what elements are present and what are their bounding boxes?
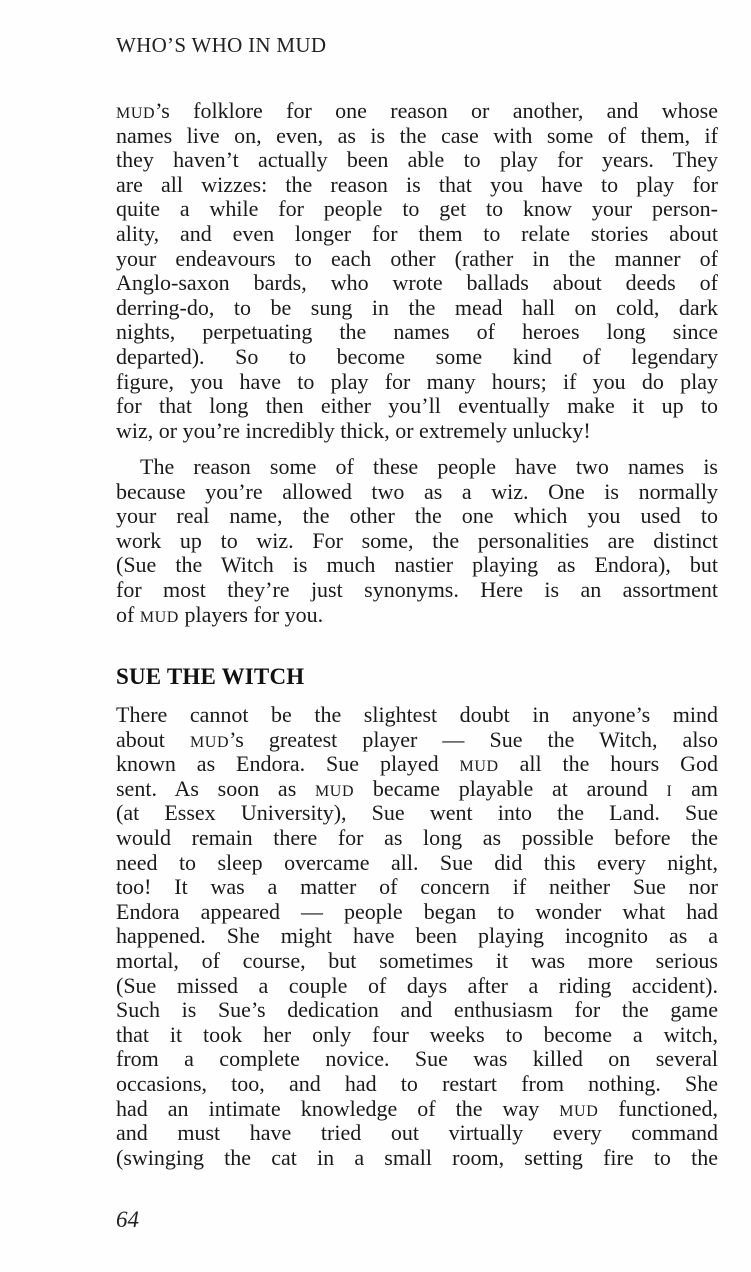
text-run: Such is Sue’s dedication and enthusiasm for the game <box>116 997 718 1023</box>
text-run: (Sue missed a couple of days after a riding accident). <box>116 972 718 998</box>
text-line <box>116 1023 718 1048</box>
text-run: departed). So to become some kind of legendary <box>116 343 718 369</box>
text-run: about <box>116 726 190 752</box>
text-run: from a complete novice. Sue was killed on several <box>116 1046 718 1072</box>
text-line <box>116 504 718 529</box>
text-run: that it took her only four weeks to become a witch, <box>116 1021 718 1047</box>
text-run: of <box>116 601 140 627</box>
text-line <box>116 480 718 505</box>
text-line <box>116 924 718 949</box>
text-run: and must have tried out virtually every command <box>116 1120 718 1146</box>
text-run: The reason some of these people have two names is <box>140 454 718 479</box>
text-line <box>116 370 718 395</box>
text-line <box>116 826 718 851</box>
text-line <box>116 1097 718 1122</box>
text-run: mortal, of course, but sometimes it was more serious <box>116 947 718 973</box>
text-line <box>116 394 718 419</box>
paragraph-sue-the-witch <box>116 703 718 1170</box>
text-line <box>116 728 718 753</box>
text-line <box>116 419 718 444</box>
text-line <box>116 173 718 198</box>
text-line <box>116 1121 718 1146</box>
text-run: became playable at around <box>354 775 667 801</box>
section-heading: SUE THE WITCH <box>116 664 305 689</box>
text-run: Anglo-saxon bards, who wrote ballads about deeds of <box>116 270 718 296</box>
text-run: quite a while for people to get to know your person- <box>116 196 718 222</box>
text-run: am <box>672 775 718 801</box>
text-line <box>116 900 718 925</box>
text-run: There cannot be the slightest doubt in anyone’s mind <box>116 702 718 727</box>
text-run: work up to wiz. For some, the personalities are distinct <box>116 527 718 553</box>
text-run: need to sleep overcame all. Sue did this every night, <box>116 849 718 875</box>
text-run: (swinging the cat in a small room, setting fire to the <box>116 1144 718 1170</box>
text-run: happened. She might have been playing incognito as a <box>116 923 718 949</box>
text-run: figure, you have to play for many hours; if you do play <box>116 368 718 394</box>
text-line <box>116 148 718 173</box>
text-run: too! It was a matter of concern if neither Sue nor <box>116 874 718 900</box>
text-run: are all wizzes: the reason is that you have to play for <box>116 171 718 197</box>
text-line <box>116 752 718 777</box>
text-run: derring-do, to be sung in the mead hall on cold, dark <box>116 294 718 320</box>
text-line <box>116 949 718 974</box>
text-run: your endeavours to each other (rather in the manner of <box>116 245 718 271</box>
small-caps-word: MUD <box>139 608 179 626</box>
small-caps-word: MUD <box>559 1102 599 1120</box>
text-line <box>116 1047 718 1072</box>
small-caps-word: MUD <box>189 733 230 751</box>
text-run: they haven’t actually been able to play for years. They <box>116 147 718 173</box>
text-run: for most they’re just synonyms. Here is an assortment <box>116 576 718 602</box>
small-caps-word: MUD <box>116 105 156 122</box>
text-line <box>116 777 718 802</box>
text-run: had an intimate knowledge of the way <box>116 1095 560 1121</box>
text-line <box>116 553 718 578</box>
text-line <box>116 455 718 480</box>
text-run: sent. As soon as <box>116 775 315 801</box>
text-line <box>116 1072 718 1097</box>
text-line <box>116 320 718 345</box>
paragraph-continuation <box>116 99 718 443</box>
running-head: WHO’S WHO IN MUD <box>116 33 327 57</box>
text-run: Endora appeared — people began to wonder what had <box>116 898 718 924</box>
text-line <box>116 345 718 370</box>
text-run: ’s greatest player — Sue the Witch, also <box>229 726 718 752</box>
text-line <box>116 271 718 296</box>
text-line <box>116 296 718 321</box>
text-run: ’s folklore for one reason or another, and whose <box>155 98 718 123</box>
text-line <box>116 247 718 272</box>
text-line <box>116 801 718 826</box>
page-number: 64 <box>116 1207 139 1232</box>
text-run: for that long then either you’ll eventually make it up to <box>116 393 718 419</box>
text-run: your real name, the other the one which you used to <box>116 503 718 529</box>
text-line <box>116 603 718 628</box>
text-run: all the hours God <box>498 751 718 777</box>
text-line <box>116 99 718 124</box>
text-run: occasions, too, and had to restart from nothing. She <box>116 1070 718 1096</box>
text-line <box>116 974 718 999</box>
text-line <box>116 703 718 728</box>
paragraph-two-names <box>116 455 718 627</box>
text-run: because you’re allowed two as a wiz. One is normally <box>116 478 718 504</box>
text-run: nights, perpetuating the names of heroes long since <box>116 319 718 345</box>
text-run: names live on, even, as is the case with some of them, if <box>116 122 718 148</box>
text-run: known as Endora. Sue played <box>116 751 460 777</box>
text-run: ality, and even longer for them to relate stories about <box>116 220 718 246</box>
small-caps-word: MUD <box>314 782 355 800</box>
text-line <box>116 875 718 900</box>
small-caps-word: MUD <box>459 758 499 776</box>
text-line <box>116 578 718 603</box>
text-run: wiz, or you’re incredibly thick, or extremely unlucky! <box>116 417 591 443</box>
small-caps-word: I <box>666 782 673 800</box>
text-line <box>116 1146 718 1171</box>
text-run: would remain there for as long as possible before the <box>116 824 718 850</box>
text-line <box>116 998 718 1023</box>
text-line <box>116 222 718 247</box>
text-run: (at Essex University), Sue went into the Land. Sue <box>116 800 718 826</box>
text-line <box>116 124 718 149</box>
text-line <box>116 851 718 876</box>
text-line <box>116 529 718 554</box>
text-run: functioned, <box>598 1095 718 1121</box>
text-run: (Sue the Witch is much nastier playing as Endora), but <box>116 552 718 578</box>
text-run: players for you. <box>178 601 324 627</box>
text-line <box>116 197 718 222</box>
